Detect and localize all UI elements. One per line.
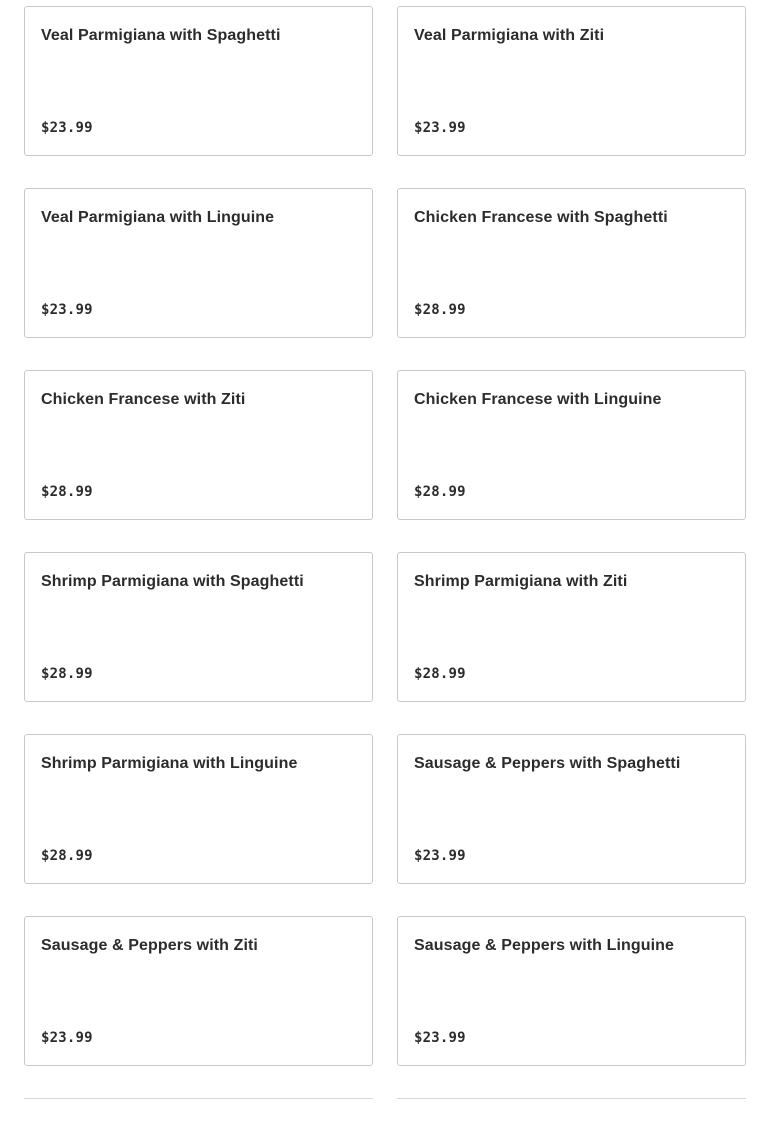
menu-item-name: Chicken Francese with Linguine (414, 391, 662, 408)
menu-item-name: Chicken Francese with Spaghetti (414, 209, 668, 226)
menu-item-name: Chicken Francese with Ziti (41, 391, 246, 408)
menu-item-name: Veal Parmigiana with Linguine (41, 209, 275, 226)
menu-item-name: Sausage & Peppers with Linguine (414, 937, 675, 954)
menu-item-price: $23.99 (41, 302, 93, 318)
menu-item-card[interactable] (397, 916, 746, 1066)
menu-item-grid (24, 6, 746, 1128)
menu-item-price: $28.99 (41, 666, 93, 682)
menu-item-price: $23.99 (414, 1030, 466, 1046)
menu-item-name: Shrimp Parmigiana with Linguine (41, 755, 298, 772)
menu-item-price: $28.99 (41, 848, 93, 864)
menu-item-name: Veal Parmigiana with Ziti (414, 27, 605, 44)
menu-item-name: Shrimp Parmigiana with Ziti (414, 573, 628, 590)
menu-item-price: $28.99 (414, 302, 466, 318)
menu-item-card[interactable] (24, 916, 373, 1066)
menu-item-card[interactable] (24, 734, 373, 884)
menu-item-card[interactable] (397, 370, 746, 520)
menu-item-card[interactable] (397, 552, 746, 702)
menu-item-price: $23.99 (41, 120, 93, 136)
menu-item-name: Shrimp Parmigiana with Spaghetti (41, 573, 304, 590)
menu-item-card[interactable] (397, 734, 746, 884)
menu-item-card[interactable] (397, 6, 746, 156)
menu-item-price: $23.99 (41, 1030, 93, 1046)
next-menu-card-peek (24, 1098, 373, 1128)
menu-item-price: $28.99 (414, 484, 466, 500)
menu-item-name: Veal Parmigiana with Spaghetti (41, 27, 281, 44)
menu-item-card[interactable] (24, 552, 373, 702)
menu-item-name: Sausage & Peppers with Ziti (41, 937, 258, 954)
menu-item-card[interactable] (397, 188, 746, 338)
next-menu-card-peek (397, 1098, 746, 1128)
menu-item-card[interactable] (24, 188, 373, 338)
menu-item-card[interactable] (24, 370, 373, 520)
menu-item-price: $28.99 (414, 666, 466, 682)
menu-item-card[interactable] (24, 6, 373, 156)
menu-item-name: Sausage & Peppers with Spaghetti (414, 755, 681, 772)
menu-item-price: $23.99 (414, 848, 466, 864)
menu-item-price: $23.99 (414, 120, 466, 136)
menu-item-price: $28.99 (41, 484, 93, 500)
